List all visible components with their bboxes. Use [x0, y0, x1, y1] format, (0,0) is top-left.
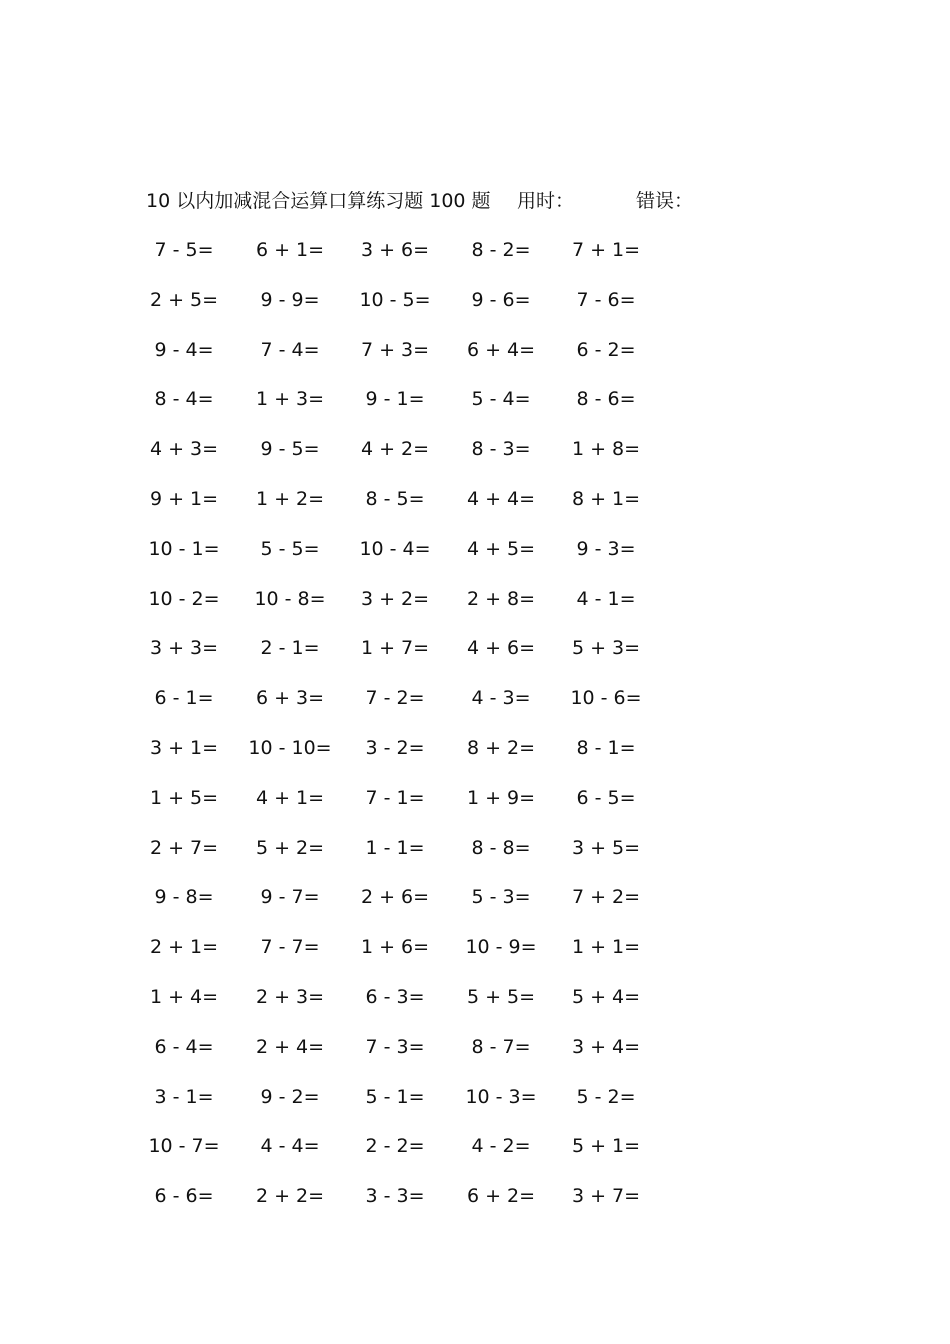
- problem-row: [0, 429, 950, 479]
- problem-cell: 5 - 1=: [365, 1085, 425, 1108]
- problem-cell: 4 + 4=: [466, 487, 536, 510]
- problem-cell: 9 - 8=: [154, 886, 214, 909]
- problem-cell: 1 + 7=: [360, 637, 430, 660]
- problem-cell: 3 + 5=: [571, 836, 641, 859]
- problem-row: [0, 1077, 950, 1127]
- problem-cell: 7 - 6=: [576, 288, 636, 311]
- problem-cell: 4 - 4=: [260, 1135, 320, 1158]
- problem-cell: 2 + 5=: [149, 288, 219, 311]
- problem-cell: 6 - 6=: [154, 1185, 214, 1208]
- problem-cell: 1 + 4=: [149, 985, 219, 1008]
- problem-cell: 6 + 1=: [255, 239, 325, 261]
- problem-cell: 3 - 1=: [154, 1085, 214, 1108]
- problem-cell: 9 + 1=: [149, 487, 219, 510]
- problem-cell: 8 - 1=: [576, 736, 636, 759]
- problem-cell: 7 - 2=: [365, 687, 425, 710]
- problem-cell: 2 - 1=: [260, 637, 320, 660]
- problem-cell: 9 - 3=: [576, 537, 636, 560]
- problem-row: [0, 529, 950, 579]
- problem-cell: 2 + 7=: [149, 836, 219, 859]
- problem-cell: 3 + 3=: [149, 637, 219, 660]
- problem-cell: 10 - 8=: [254, 587, 326, 610]
- worksheet-header: [146, 186, 846, 216]
- problem-grid: [0, 230, 950, 1226]
- problem-cell: 8 - 8=: [471, 836, 531, 859]
- problem-cell: 10 - 6=: [570, 687, 642, 710]
- problem-row: [0, 330, 950, 380]
- problem-cell: 10 - 4=: [359, 537, 431, 560]
- problem-row: [0, 379, 950, 429]
- error-count-label: 错误：: [636, 190, 694, 212]
- problem-cell: 3 - 3=: [365, 1185, 425, 1208]
- problem-cell: 5 - 4=: [471, 388, 531, 411]
- problem-cell: 2 + 3=: [255, 985, 325, 1008]
- problem-cell: 1 + 6=: [360, 936, 430, 959]
- problem-cell: 9 - 1=: [365, 388, 425, 411]
- problem-cell: 2 - 2=: [365, 1135, 425, 1158]
- problem-cell: 6 + 2=: [466, 1185, 536, 1208]
- problem-cell: 10 - 1=: [148, 537, 220, 560]
- problem-row: [0, 977, 950, 1027]
- problem-cell: 10 - 5=: [359, 288, 431, 311]
- problem-cell: 1 - 1=: [365, 836, 425, 859]
- problem-cell: 3 - 2=: [365, 736, 425, 759]
- problem-cell: 1 + 3=: [255, 388, 325, 411]
- problem-cell: 10 - 2=: [148, 587, 220, 610]
- problem-cell: 7 - 4=: [260, 338, 320, 361]
- problem-cell: 4 + 3=: [149, 438, 219, 461]
- problem-row: [0, 230, 950, 280]
- problem-cell: 4 + 2=: [360, 438, 430, 461]
- problem-cell: 2 + 2=: [255, 1185, 325, 1208]
- problem-cell: 5 + 2=: [255, 836, 325, 859]
- problem-cell: 5 - 2=: [576, 1085, 636, 1108]
- problem-cell: 9 - 9=: [260, 288, 320, 311]
- problem-cell: 2 + 1=: [149, 936, 219, 959]
- problem-cell: 9 - 7=: [260, 886, 320, 909]
- problem-row: [0, 927, 950, 977]
- problem-cell: 1 + 1=: [571, 936, 641, 959]
- problem-row: [0, 1176, 950, 1226]
- problem-cell: 6 + 3=: [255, 687, 325, 710]
- problem-cell: 6 - 5=: [576, 786, 636, 809]
- problem-cell: 4 - 1=: [576, 587, 636, 610]
- problem-cell: 8 + 2=: [466, 736, 536, 759]
- problem-cell: 7 - 1=: [365, 786, 425, 809]
- problem-cell: 5 - 5=: [260, 537, 320, 560]
- problem-cell: 9 - 6=: [471, 288, 531, 311]
- problem-row: [0, 678, 950, 728]
- problem-cell: 1 + 2=: [255, 487, 325, 510]
- problem-cell: 4 + 6=: [466, 637, 536, 660]
- problem-cell: 6 + 4=: [466, 338, 536, 361]
- problem-cell: 6 - 3=: [365, 985, 425, 1008]
- problem-row: [0, 877, 950, 927]
- problem-cell: 7 - 7=: [260, 936, 320, 959]
- problem-cell: 7 + 2=: [571, 886, 641, 909]
- problem-cell: 4 + 5=: [466, 537, 536, 560]
- problem-row: [0, 1027, 950, 1077]
- problem-cell: 3 + 4=: [571, 1035, 641, 1058]
- problem-cell: 9 - 5=: [260, 438, 320, 461]
- problem-cell: 10 - 7=: [148, 1135, 220, 1158]
- problem-cell: 1 + 5=: [149, 786, 219, 809]
- problem-row: [0, 628, 950, 678]
- problem-cell: 8 - 2=: [471, 239, 531, 261]
- problem-row: [0, 728, 950, 778]
- problem-cell: 6 - 1=: [154, 687, 214, 710]
- problem-cell: 4 - 2=: [471, 1135, 531, 1158]
- problem-cell: 2 + 6=: [360, 886, 430, 909]
- problem-cell: 7 - 3=: [365, 1035, 425, 1058]
- problem-cell: 2 + 4=: [255, 1035, 325, 1058]
- problem-cell: 3 + 6=: [360, 239, 430, 261]
- problem-cell: 10 - 10=: [248, 736, 332, 759]
- problem-cell: 8 - 4=: [154, 388, 214, 411]
- problem-cell: 4 + 1=: [255, 786, 325, 809]
- worksheet-title: 10 以内加减混合运算口算练习题 100 题: [146, 190, 491, 212]
- time-used-label: 用时：: [517, 190, 575, 212]
- problem-cell: 7 + 3=: [360, 338, 430, 361]
- problem-cell: 3 + 7=: [571, 1185, 641, 1208]
- problem-cell: 8 - 5=: [365, 487, 425, 510]
- problem-cell: 8 + 1=: [571, 487, 641, 510]
- problem-cell: 8 - 6=: [576, 388, 636, 411]
- problem-cell: 8 - 3=: [471, 438, 531, 461]
- problem-row: [0, 828, 950, 878]
- problem-cell: 7 + 1=: [571, 239, 641, 261]
- problem-cell: 7 - 5=: [154, 239, 214, 261]
- problem-cell: 9 - 4=: [154, 338, 214, 361]
- problem-row: [0, 778, 950, 828]
- problem-cell: 5 + 5=: [466, 985, 536, 1008]
- problem-row: [0, 1126, 950, 1176]
- problem-cell: 1 + 8=: [571, 438, 641, 461]
- problem-row: [0, 479, 950, 529]
- problem-cell: 6 - 2=: [576, 338, 636, 361]
- problem-cell: 3 + 1=: [149, 736, 219, 759]
- problem-cell: 5 + 1=: [571, 1135, 641, 1158]
- problem-cell: 4 - 3=: [471, 687, 531, 710]
- problem-cell: 5 + 4=: [571, 985, 641, 1008]
- problem-row: [0, 280, 950, 330]
- problem-row: [0, 579, 950, 629]
- problem-cell: 9 - 2=: [260, 1085, 320, 1108]
- problem-cell: 2 + 8=: [466, 587, 536, 610]
- problem-cell: 6 - 4=: [154, 1035, 214, 1058]
- problem-cell: 5 + 3=: [571, 637, 641, 660]
- problem-cell: 1 + 9=: [466, 786, 536, 809]
- problem-cell: 5 - 3=: [471, 886, 531, 909]
- problem-cell: 10 - 9=: [465, 936, 537, 959]
- problem-cell: 3 + 2=: [360, 587, 430, 610]
- problem-cell: 10 - 3=: [465, 1085, 537, 1108]
- problem-cell: 8 - 7=: [471, 1035, 531, 1058]
